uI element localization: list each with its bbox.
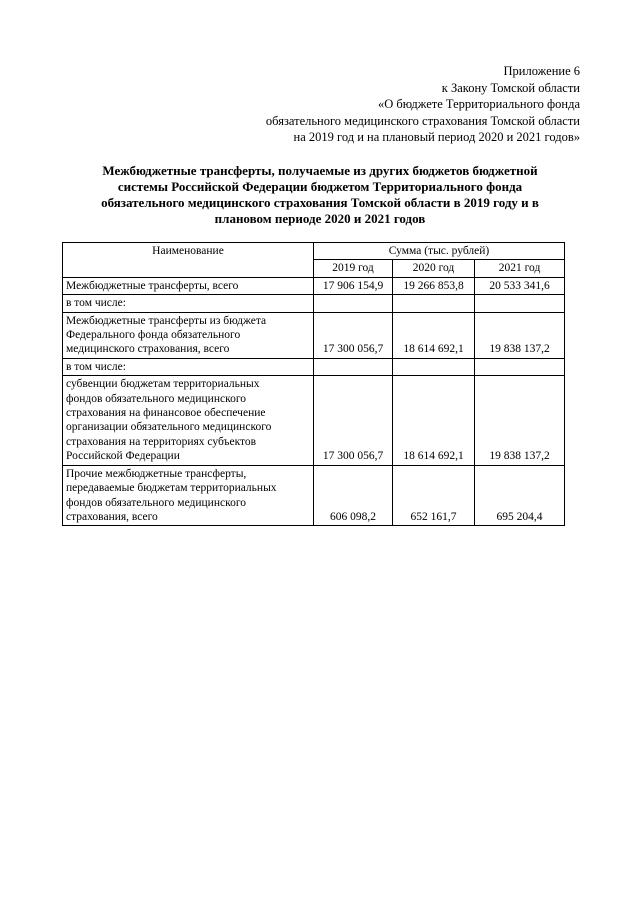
value-cell-2021: 19 838 137,2 <box>475 312 565 358</box>
table-row <box>63 465 565 526</box>
value-cell-2019: 17 300 056,7 <box>314 376 393 465</box>
value-cell-2021: 20 533 341,6 <box>475 277 565 294</box>
header-year-2021: 2021 год <box>475 260 565 277</box>
header-sum-cell: Сумма (тыс. рублей) <box>314 243 565 260</box>
row-name-cell <box>63 312 314 358</box>
value-cell-2021: 19 838 137,2 <box>475 376 565 465</box>
value-cell-2021: 695 204,4 <box>475 465 565 526</box>
appendix-line: «О бюджете Территориального фонда <box>377 97 580 112</box>
value-cell-2019 <box>314 358 393 375</box>
appendix-line: к Закону Томской области <box>441 80 580 95</box>
appendix-line: Приложение 6 <box>503 64 580 78</box>
table-row <box>63 376 565 465</box>
row-name-line: страхования на территориях субъектов <box>66 435 257 448</box>
header-name-cell: Наименование <box>63 243 314 278</box>
title-line: системы Российской Федерации бюджетом Территориального фонда <box>117 179 523 194</box>
document-title <box>68 163 572 227</box>
appendix-line: на 2019 год и на плановый период 2020 и 2021 годов» <box>293 130 580 145</box>
value-cell-2020: 652 161,7 <box>393 465 475 526</box>
value-cell-2020: 19 266 853,8 <box>393 277 475 294</box>
row-name-line: фондов обязательного медицинского <box>66 496 247 509</box>
row-name-line: Межбюджетные трансферты из бюджета <box>66 314 267 327</box>
row-name-line: страхования, всего <box>66 510 158 523</box>
value-cell-2019 <box>314 295 393 312</box>
row-name-line: Прочие межбюджетные трансферты, <box>66 467 247 480</box>
row-name-cell <box>63 358 314 375</box>
value-cell-2020: 18 614 692,1 <box>393 376 475 465</box>
value-cell-2020 <box>393 295 475 312</box>
value-cell-2020 <box>393 358 475 375</box>
appendix-line: обязательного медицинского страхования Томской области <box>265 113 580 128</box>
value-cell-2019: 17 906 154,9 <box>314 277 393 294</box>
transfers-table <box>62 242 565 526</box>
table-header-row <box>63 243 565 260</box>
row-name-line: субвенции бюджетам территориальных <box>66 378 260 391</box>
row-name-line: передаваемые бюджетам территориальных <box>66 482 277 495</box>
row-name-line: медицинского страхования, всего <box>66 343 230 356</box>
row-name-line: страхования на финансовое обеспечение <box>66 407 266 420</box>
value-cell-2020: 18 614 692,1 <box>393 312 475 358</box>
title-line: обязательного медицинского страхования Томской области в 2019 году и в <box>101 195 539 210</box>
row-name-cell <box>63 277 314 294</box>
header-year-2019: 2019 год <box>314 260 393 277</box>
title-line: плановом периоде 2020 и 2021 годов <box>214 211 426 226</box>
header-year-2020: 2020 год <box>393 260 475 277</box>
row-name-line: организации обязательного медицинского <box>66 421 272 434</box>
table-row <box>63 295 565 312</box>
title-line: Межбюджетные трансферты, получаемые из других бюджетов бюджетной <box>102 163 538 178</box>
row-name-cell <box>63 376 314 465</box>
row-name-line: Федерального фонда обязательного <box>66 329 241 342</box>
value-cell-2019: 17 300 056,7 <box>314 312 393 358</box>
appendix-note <box>266 63 580 146</box>
row-name-line: в том числе: <box>66 360 126 373</box>
row-name-line: в том числе: <box>66 297 126 310</box>
table-row <box>63 277 565 294</box>
row-name-line: Российской Федерации <box>66 450 180 463</box>
value-cell-2021 <box>475 295 565 312</box>
value-cell-2021 <box>475 358 565 375</box>
row-name-cell <box>63 295 314 312</box>
table-row <box>63 312 565 358</box>
row-name-cell <box>63 465 314 526</box>
row-name-line: Межбюджетные трансферты, всего <box>66 279 239 292</box>
value-cell-2019: 606 098,2 <box>314 465 393 526</box>
row-name-line: фондов обязательного медицинского <box>66 392 247 405</box>
table-row <box>63 358 565 375</box>
